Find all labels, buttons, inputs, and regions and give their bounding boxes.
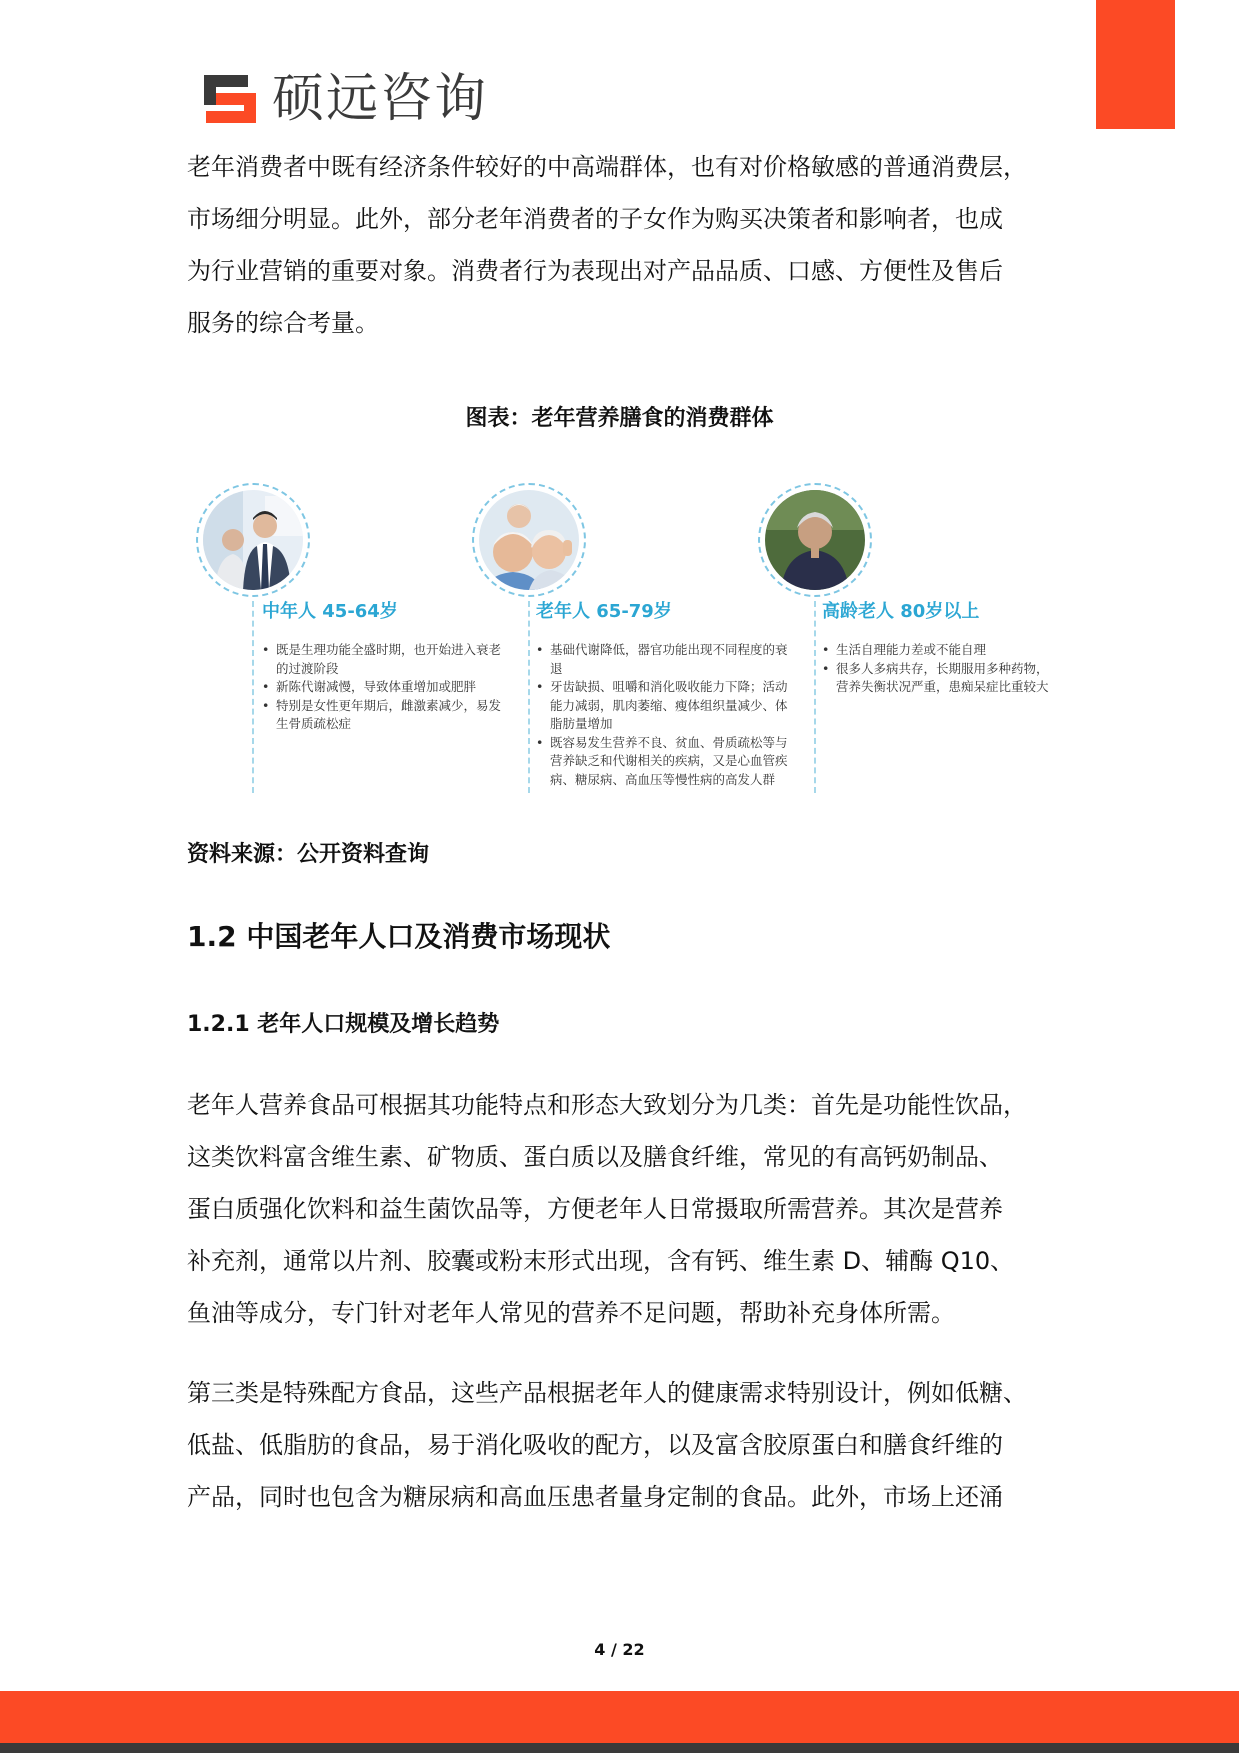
elderly-woman-photo-icon [765, 490, 865, 590]
figure-title: 图表：老年营养膳食的消费群体 [465, 406, 774, 431]
group-bullet-list [536, 641, 792, 789]
list-item: • 既容易发生营养不良、贫血、骨质疏松等与营养缺乏和代谢相关的疾病，又是心血管疾病、糖尿病、高血压等慢性病的高发人群 [536, 734, 792, 790]
footer-dark-bar [0, 1743, 1239, 1753]
subsection-heading: 1.2.1 老年人口规模及增长趋势 [187, 1012, 500, 1037]
group-middle-aged [190, 475, 502, 795]
logo-mark-icon [202, 71, 258, 127]
group-title: 高龄老人 80岁以上 [822, 601, 980, 622]
list-item: • 基础代谢降低，器官功能出现不同程度的衰退 [536, 641, 792, 678]
corner-accent-block [1096, 0, 1175, 129]
group-very-elderly [756, 475, 1070, 795]
avatar-ring [758, 483, 872, 597]
list-item: • 很多人多病共存，长期服用多种药物，营养失衡状况严重，患痴呆症比重较大 [822, 660, 1050, 697]
list-item: • 生活自理能力差或不能自理 [822, 641, 1050, 660]
businessman-photo-icon [203, 490, 303, 590]
footer-accent-bar [0, 1691, 1239, 1743]
body-paragraph: 老年人营养食品可根据其功能特点和形态大致划分为几类：首先是功能性饮品， 这类饮料富含维生素、矿物质、蛋白质以及膳食纤维，常见的有高钙奶制品、 蛋白质强化饮料和益生菌饮品等，方便老年人日常摄取所需营养。其次是营养 补充剂，通常以片剂、胶囊或粉末形式出现，含有钙、维生素 D、辅酶 Q10、 鱼油等成分，专门针对老年人常见的营养不足问题，帮助补充身体所需。 [187, 1091, 1027, 1327]
avatar-ring [196, 483, 310, 597]
brand-name: 硕远咨询 [272, 69, 489, 129]
group-divider-line [814, 601, 816, 793]
intro-paragraph: 老年消费者中既有经济条件较好的中高端群体，也有对价格敏感的普通消费层， 市场细分明显。此外，部分老年消费者的子女作为购买决策者和影响者，也成 为行业营销的重要对象。消费者行为表现出对产品品质、口感、方便性及售后 服务的综合考量。 [187, 153, 1027, 337]
page-number: 4 / 22 [594, 1640, 645, 1659]
group-title: 中年人 45-64岁 [262, 601, 398, 622]
group-divider-line [252, 601, 254, 793]
elderly-couple-photo-icon [479, 490, 579, 590]
body-paragraph: 第三类是特殊配方食品，这些产品根据老年人的健康需求特别设计，例如低糖、 低盐、低脂肪的食品，易于消化吸收的配方，以及富含胶原蛋白和膳食纤维的 产品，同时也包含为糖尿病和高血压患者量身定制的食品。此外，市场上还涌 [187, 1379, 1027, 1511]
group-elderly [472, 475, 788, 795]
avatar-ring [472, 483, 586, 597]
figure-source: 资料来源：公开资料查询 [187, 842, 430, 867]
list-item: • 既是生理功能全盛时期，也开始进入衰老的过渡阶段 [262, 641, 512, 678]
consumer-groups-figure [190, 475, 1070, 795]
group-bullet-list [822, 641, 1050, 697]
group-title: 老年人 65-79岁 [536, 601, 672, 622]
list-item: • 新陈代谢减慢，导致体重增加或肥胖 [262, 678, 512, 697]
group-divider-line [528, 601, 530, 793]
list-item: • 牙齿缺损、咀嚼和消化吸收能力下降；活动能力减弱，肌肉萎缩、瘦体组织量减少、体脂肪量增加 [536, 678, 792, 734]
brand-logo [202, 68, 488, 130]
list-item: • 特别是女性更年期后，雌激素减少，易发生骨质疏松症 [262, 697, 512, 734]
section-heading: 1.2 中国老年人口及消费市场现状 [187, 920, 611, 953]
